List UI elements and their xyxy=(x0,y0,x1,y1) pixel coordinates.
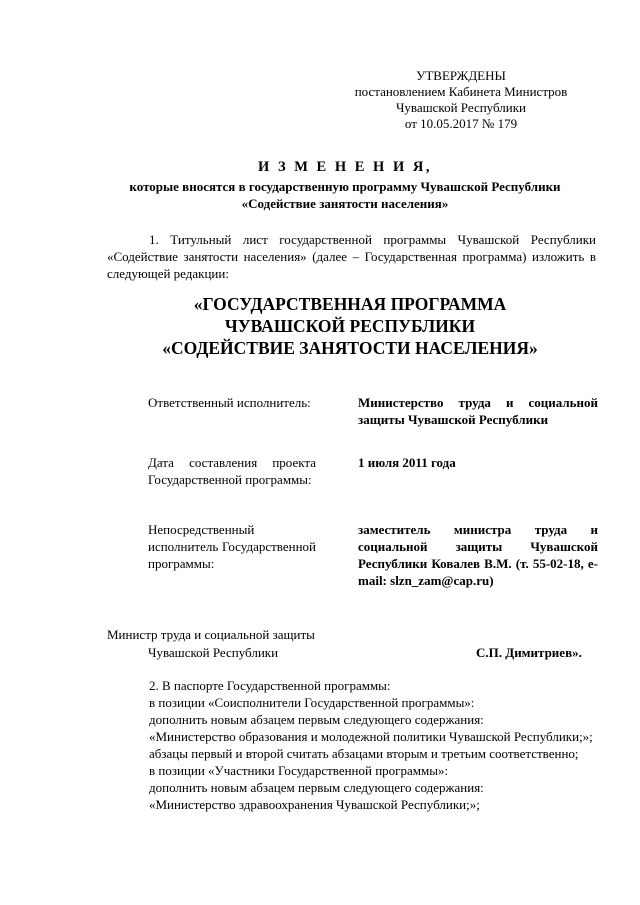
body-paragraph: 2. В паспорте Государственной программы: xyxy=(149,678,391,693)
program-title-line: ЧУВАШСКОЙ РЕСПУБЛИКИ xyxy=(224,316,476,336)
body-paragraph: абзацы первый и второй считать абзацами вторым и третьим соответственно; xyxy=(149,746,579,761)
field-value-executor: заместитель министра труда и социальной защиты Чувашской Республики Ковалев В.М. (т. 55-02-18, e-mail: slzn_zam@cap.ru) xyxy=(358,522,598,588)
approval-date: от 10.05.2017 № 179 xyxy=(404,116,518,131)
body-paragraph: дополнить новым абзацем первым следующего содержания: xyxy=(149,780,484,795)
approval-stamp xyxy=(331,68,591,132)
signature-name: С.П. Димитриев». xyxy=(476,645,582,660)
signature-name-text: С.П. Димитриев xyxy=(476,645,573,660)
program-title-line: «СОДЕЙСТВИЕ ЗАНЯТОСТИ НАСЕЛЕНИЯ» xyxy=(162,338,538,358)
body-paragraph: в позиции «Соисполнители Государственной программы»: xyxy=(149,695,475,710)
body-paragraph: «Министерство образования и молодежной политики Чувашской Республики;»; xyxy=(149,729,593,744)
field-label-responsible: Ответственный исполнитель: xyxy=(148,395,311,410)
body-paragraph: в позиции «Участники Государственной программы»: xyxy=(149,763,449,778)
field-label-executor: Непосредственный исполнитель Государственной программы: xyxy=(148,522,316,571)
approval-line: Чувашской Республики xyxy=(395,100,527,115)
intro-paragraph: 1. Титульный лист государственной программы Чувашской Республики «Содействие занятости населения» (далее – Государственная программа) изложить в следующей редакции: xyxy=(107,232,596,281)
field-value-date: 1 июля 2011 года xyxy=(358,455,456,470)
signature-position: Чувашской Республики xyxy=(148,645,279,660)
signature-position: Министр труда и социальной защиты xyxy=(107,627,315,642)
document-title: И З М Е Н Е Н И Я, xyxy=(258,159,432,175)
document-subtitle: «Содействие занятости населения» xyxy=(241,196,449,211)
body-paragraph: дополнить новым абзацем первым следующего содержания: xyxy=(149,712,484,727)
program-title-line: «ГОСУДАРСТВЕННАЯ ПРОГРАММА xyxy=(193,294,507,314)
approval-title: УТВЕРЖДЕНЫ xyxy=(416,68,506,83)
document-subtitle: которые вносятся в государственную программу Чувашской Республики xyxy=(129,179,561,194)
body-paragraph: «Министерство здравоохранения Чувашской Республики;»; xyxy=(149,797,480,812)
field-label-date: Дата составления проекта Государственной программы: xyxy=(148,455,316,487)
approval-line: постановлением Кабинета Министров xyxy=(354,84,568,99)
field-value-responsible: Министерство труда и социальной защиты Чувашской Республики xyxy=(358,395,598,427)
amendments-body xyxy=(107,677,596,813)
